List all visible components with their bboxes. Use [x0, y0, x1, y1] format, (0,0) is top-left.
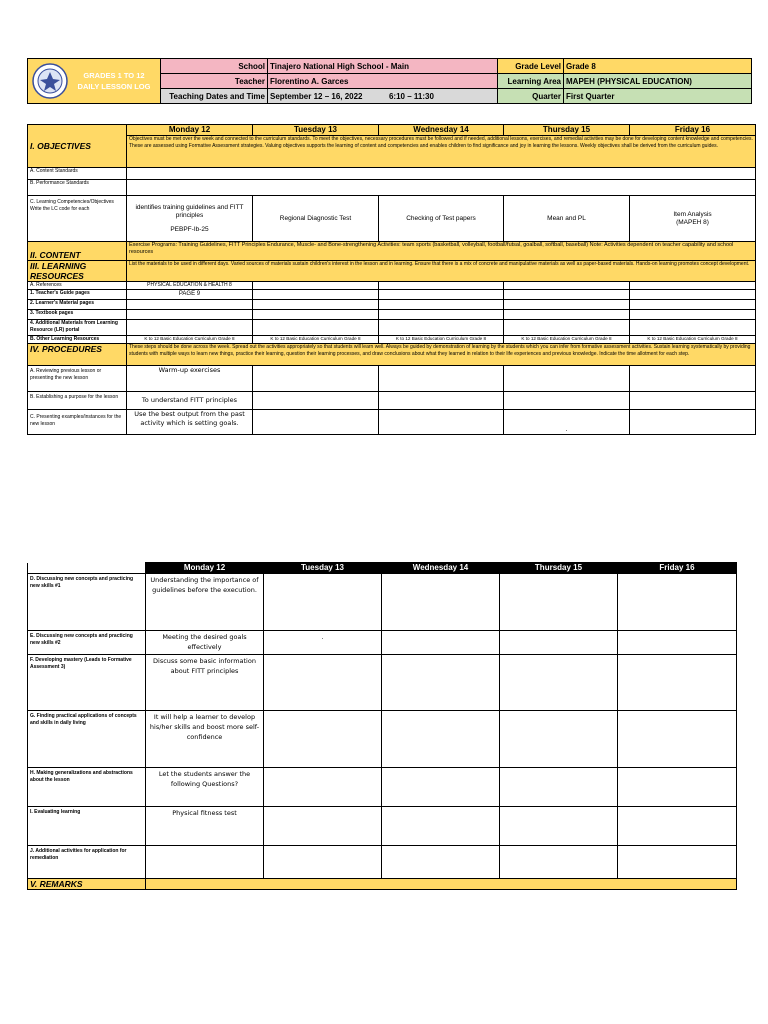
proc-j-fri — [618, 846, 737, 879]
day-header-tue: Tuesday 13 — [253, 125, 379, 136]
t2-day-header-tue: Tuesday 13 — [264, 563, 382, 574]
proc-a-mon: Warm-up exercises — [127, 366, 253, 392]
proc-j-tue — [264, 846, 382, 879]
t2-day-header-mon: Monday 12 — [146, 563, 264, 574]
proc-h-mon: Let the students answer the following Questions? — [146, 768, 264, 807]
proc-i-label: I. Evaluating learning — [28, 807, 146, 846]
proc-i-tue — [264, 807, 382, 846]
lm-mon — [127, 300, 253, 310]
lr-wed — [379, 320, 504, 336]
tb-wed — [379, 310, 504, 320]
proc-f-wed — [382, 655, 500, 711]
proc-j-thu — [500, 846, 618, 879]
proc-d-mon: Understanding the importance of guidelines before the execution. — [146, 574, 264, 631]
proc-e-tue: . — [264, 631, 382, 655]
references-wed — [379, 282, 504, 290]
resources-title: III. LEARNING RESOURCES — [28, 261, 127, 282]
competency-mon-text: identifies training guidelines and FITT principles — [135, 203, 244, 219]
tb-label: 3. Textbook pages — [28, 310, 127, 320]
competency-tue: Regional Diagnostic Test — [253, 196, 379, 242]
school-value: Tinajero National High School - Main — [268, 59, 498, 74]
dll-title: DAILY LESSON LOG — [77, 82, 151, 91]
proc-c-thu: . — [504, 410, 630, 435]
competency-wed: Checking of Test papers — [379, 196, 504, 242]
other-resources-wed: K to 12 Basic Education Curriculum Grade 8 — [379, 336, 504, 344]
proc-c-fri — [630, 410, 756, 435]
proc-f-thu — [500, 655, 618, 711]
lesson-log-table-2 — [27, 562, 737, 890]
references-label: A. References — [28, 282, 127, 290]
competency-fri-text: Item Analysis — [673, 210, 712, 218]
lm-fri — [630, 300, 756, 310]
t2-corner — [28, 563, 146, 574]
tg-fri — [630, 290, 756, 300]
proc-d-thu — [500, 574, 618, 631]
proc-b-tue — [253, 392, 379, 410]
proc-f-fri — [618, 655, 737, 711]
proc-j-wed — [382, 846, 500, 879]
content-standards-label: A. Content Standards — [28, 168, 127, 180]
lr-fri — [630, 320, 756, 336]
tb-tue — [253, 310, 379, 320]
proc-j-label: J. Additional activities for application for remediation — [28, 846, 146, 879]
tb-mon — [127, 310, 253, 320]
proc-e-wed — [382, 631, 500, 655]
proc-a-thu — [504, 366, 630, 392]
tb-thu — [504, 310, 630, 320]
proc-c-label: C. Presenting examples/instances for the new lesson — [28, 410, 127, 435]
remarks-title: V. REMARKS — [28, 879, 146, 890]
day-header-mon: Monday 12 — [127, 125, 253, 136]
objectives-title: I. OBJECTIVES — [28, 125, 127, 168]
proc-i-fri — [618, 807, 737, 846]
proc-j-mon — [146, 846, 264, 879]
proc-g-thu — [500, 711, 618, 768]
proc-a-tue — [253, 366, 379, 392]
performance-standards-label: B. Performance Standards — [28, 180, 127, 196]
competencies-label: C. Learning Competencies/Objectives Write the LC code for each — [28, 196, 127, 242]
header-table — [27, 58, 752, 104]
proc-d-tue — [264, 574, 382, 631]
other-resources-label: B. Other Learning Resources — [28, 336, 127, 344]
time-range: 6:10 – 11:30 — [388, 91, 434, 101]
procedures-note: These steps should be done across the week. Spread out the activities appropriately so that students will learn well. Always be guided by demonstration of learning by the students which you can infer from formative assessment activities. Sustain learning systematically by providing students with multiple ways to learn new things, practice their learning, question their learning processes, and draw conclusions about what they learned in relation to their life experiences and previous knowledge. Indicate the time allotment for each step. — [127, 344, 756, 366]
proc-i-thu — [500, 807, 618, 846]
proc-e-fri — [618, 631, 737, 655]
proc-b-wed — [379, 392, 504, 410]
proc-c-mon: Use the best output from the past activity which is setting goals. — [127, 410, 253, 435]
proc-g-fri — [618, 711, 737, 768]
proc-b-fri — [630, 392, 756, 410]
references-fri — [630, 282, 756, 290]
proc-h-wed — [382, 768, 500, 807]
proc-b-thu — [504, 392, 630, 410]
tg-label: 1. Teacher's Guide pages — [28, 290, 127, 300]
area-label: Learning Area — [498, 74, 564, 89]
proc-g-label: G. Finding practical applications of concepts and skills in daily living — [28, 711, 146, 768]
proc-e-label: E. Discussing new concepts and practicing new skills #2 — [28, 631, 146, 655]
grade-value: Grade 8 — [564, 59, 752, 74]
day-header-thu: Thursday 15 — [504, 125, 630, 136]
t2-day-header-wed: Wednesday 14 — [382, 563, 500, 574]
proc-b-mon: To understand FITT principles — [127, 392, 253, 410]
proc-f-label: F. Developing mastery (Leads to Formative Assessment 3) — [28, 655, 146, 711]
proc-d-label: D. Discussing new concepts and practicing new skills #1 — [28, 574, 146, 631]
teacher-label: Teacher — [161, 74, 268, 89]
lr-tue — [253, 320, 379, 336]
other-resources-tue: K to 12 Basic Education Curriculum Grade 8 — [253, 336, 379, 344]
school-label: School — [161, 59, 268, 74]
proc-g-wed — [382, 711, 500, 768]
competency-fri-code: (MAPEH 8) — [676, 218, 709, 226]
proc-h-tue — [264, 768, 382, 807]
lm-tue — [253, 300, 379, 310]
area-value: MAPEH (PHYSICAL EDUCATION) — [564, 74, 752, 89]
proc-d-fri — [618, 574, 737, 631]
proc-b-label: B. Establishing a purpose for the lesson — [28, 392, 127, 410]
proc-f-mon: Discuss some basic information about FITT principles — [146, 655, 264, 711]
content-text: Exercise Programs: Training Guidelines, FITT Principles Endurance, Muscle- and Bone-strengthening Activities: team sports (basketball, volleyball, football/futsal, goalball, softball, baseball) Note: Activities dependent on teacher capability and school resources — [127, 242, 756, 261]
dates-label: Teaching Dates and Time — [161, 89, 268, 104]
competency-mon — [127, 196, 253, 242]
proc-a-wed — [379, 366, 504, 392]
proc-c-wed — [379, 410, 504, 435]
proc-f-tue — [264, 655, 382, 711]
content-title: II. CONTENT — [28, 242, 127, 261]
day-header-fri: Friday 16 — [630, 125, 756, 136]
proc-g-mon: It will help a learner to develop his/her skills and boost more self-confidence — [146, 711, 264, 768]
lr-mon — [127, 320, 253, 336]
references-mon: PHYSICAL EDUCATION & HEALTH 8 — [127, 282, 253, 290]
proc-e-mon: Meeting the desired goals effectively — [146, 631, 264, 655]
competency-mon-code: PEBPF-Ib-25 — [170, 225, 209, 233]
proc-g-tue — [264, 711, 382, 768]
tg-mon: PAGE 9 — [127, 290, 253, 300]
proc-d-wed — [382, 574, 500, 631]
content-standards-value — [127, 168, 756, 180]
logo-cell — [28, 59, 161, 104]
proc-i-mon: Physical fitness test — [146, 807, 264, 846]
references-thu — [504, 282, 630, 290]
remarks-value — [146, 879, 737, 890]
lm-label: 2. Learner's Material pages — [28, 300, 127, 310]
resources-note: List the materials to be used in different days. Varied sources of materials sustain children's interest in the lesson and in learning. Ensure that there is a mix of concrete and manipulative materials as well as paper-based materials. Hands-on learning promotes concept development. — [127, 261, 756, 282]
competency-fri — [630, 196, 756, 242]
grades-title: GRADES 1 TO 12 — [83, 71, 145, 80]
proc-h-fri — [618, 768, 737, 807]
tg-tue — [253, 290, 379, 300]
proc-c-tue — [253, 410, 379, 435]
lr-thu — [504, 320, 630, 336]
proc-h-thu — [500, 768, 618, 807]
other-resources-fri: K to 12 Basic Education Curriculum Grade 8 — [630, 336, 756, 344]
procedures-title: IV. PROCEDURES — [28, 344, 127, 366]
t2-day-header-fri: Friday 16 — [618, 563, 737, 574]
tg-wed — [379, 290, 504, 300]
proc-a-fri — [630, 366, 756, 392]
other-resources-thu: K to 12 Basic Education Curriculum Grade 8 — [504, 336, 630, 344]
proc-i-wed — [382, 807, 500, 846]
performance-standards-value — [127, 180, 756, 196]
deped-seal-icon — [32, 63, 68, 99]
references-tue — [253, 282, 379, 290]
objectives-note: Objectives must be met over the week and connected to the curriculum standards. To meet the objectives, necessary procedures must be followed and if needed, additional lessons, exercises, and remedial activities may be done for developing content knowledge and competencies. These are assessed using Formative Assessment strategies. Valuing objectives supports the learning of content and competencies and enables children to find significance and joy in learning the lessons. Weekly objectives shall be derived from the curriculum guides. — [127, 136, 756, 168]
tb-fri — [630, 310, 756, 320]
lesson-log-table-1 — [27, 124, 756, 435]
proc-h-label: H. Making generalizations and abstractions about the lesson — [28, 768, 146, 807]
proc-a-label: A. Reviewing previous lesson or presenting the new lesson — [28, 366, 127, 392]
lm-thu — [504, 300, 630, 310]
t2-day-header-thu: Thursday 15 — [500, 563, 618, 574]
teacher-value: Florentino A. Garces — [268, 74, 498, 89]
dates-value — [268, 89, 498, 104]
other-resources-mon: K to 12 Basic Education Curriculum Grade 8 — [127, 336, 253, 344]
proc-e-thu — [500, 631, 618, 655]
quarter-value: First Quarter — [564, 89, 752, 104]
grade-label: Grade Level — [498, 59, 564, 74]
day-header-wed: Wednesday 14 — [379, 125, 504, 136]
quarter-label: Quarter — [498, 89, 564, 104]
dates-range: September 12 – 16, 2022 — [270, 91, 363, 101]
lr-label: 4. Additional Materials from Learning Resource (LR) portal — [28, 320, 127, 336]
lm-wed — [379, 300, 504, 310]
competency-thu: Mean and PL — [504, 196, 630, 242]
tg-thu — [504, 290, 630, 300]
